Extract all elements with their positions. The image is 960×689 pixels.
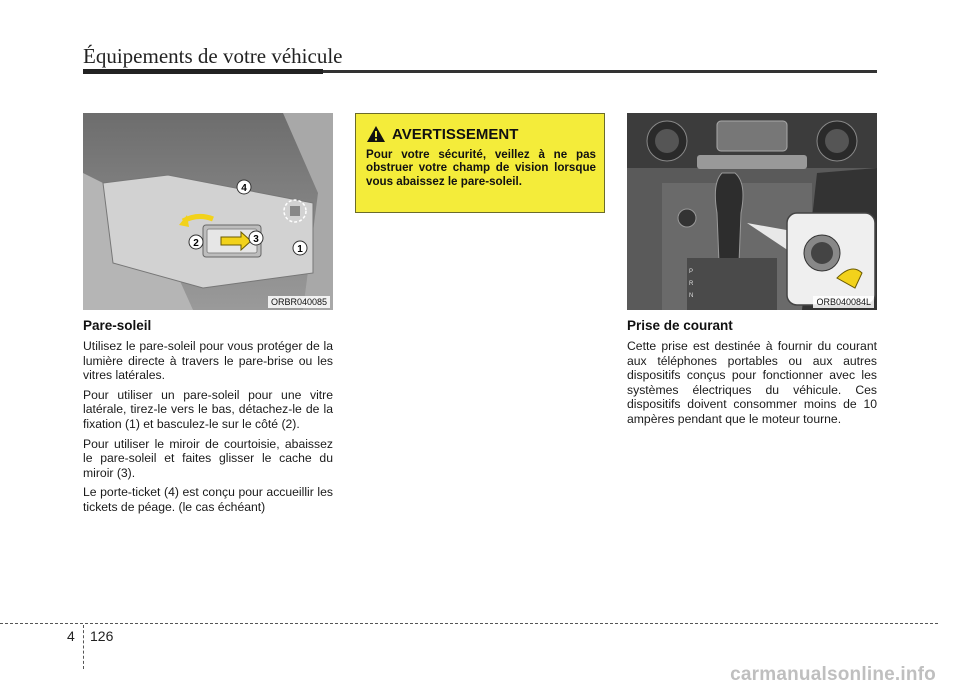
paragraph: Le porte-ticket (4) est conçu pour accueillir les tickets de péage. (le cas échéant) <box>83 485 333 514</box>
warning-title: AVERTISSEMENT <box>392 125 519 143</box>
svg-text:P: P <box>689 269 694 275</box>
sun-visor-body <box>83 339 333 520</box>
figure-caption: ORBR040085 <box>268 296 330 308</box>
header-rule-accent <box>83 69 323 74</box>
section-title-power-outlet: Prise de courant <box>627 318 733 333</box>
callout-3: 3 <box>253 234 259 245</box>
footer-divider <box>83 625 84 669</box>
paragraph: Pour utiliser un pare-soleil pour une vitre latérale, tirez-le vers le bas, détachez-le de la fixation (1) et basculez-le sur le côté (2). <box>83 387 333 431</box>
sun-visor-drawing <box>83 113 333 310</box>
paragraph: Cette prise est destinée à fournir du courant aux téléphones portables ou aux autres dispositifs conçus pour fonctionner avec les systèmes électriques du véhicule. Ces dispositifs doivent consommer moins de 10 ampères pendant que le moteur tourne. <box>627 339 877 426</box>
page-header-title: Équipements de votre véhicule <box>83 44 343 68</box>
svg-text:N: N <box>689 293 694 299</box>
power-outlet-illustration <box>627 113 877 310</box>
power-outlet-drawing <box>627 113 877 310</box>
page-number: 126 <box>90 628 114 644</box>
paragraph: Pour utiliser le miroir de courtoisie, abaissez le pare-soleil et faites glisser le cache du miroir (3). <box>83 436 333 480</box>
power-outlet-body <box>627 339 877 432</box>
paragraph: Utilisez le pare-soleil pour vous protéger de la lumière directe à travers le pare-brise ou les vitres latérales. <box>83 339 333 383</box>
warning-triangle-icon <box>366 125 386 143</box>
warning-text: Pour votre sécurité, veillez à ne pas obstruer votre champ de vision lorsque vous abaissez le pare-soleil. <box>366 148 596 188</box>
footer-rule <box>0 623 938 624</box>
figure-caption: ORB040084L <box>813 296 874 308</box>
watermark: carmanualsonline.info <box>730 664 936 685</box>
svg-text:R: R <box>689 281 694 287</box>
warning-box <box>355 113 605 213</box>
warning-header <box>366 124 518 144</box>
callout-1: 1 <box>297 244 303 255</box>
section-title-sun-visor: Pare-soleil <box>83 318 152 333</box>
callout-4: 4 <box>241 183 247 194</box>
callout-2: 2 <box>193 238 199 249</box>
chapter-number: 4 <box>67 628 75 644</box>
sun-visor-illustration <box>83 113 333 310</box>
